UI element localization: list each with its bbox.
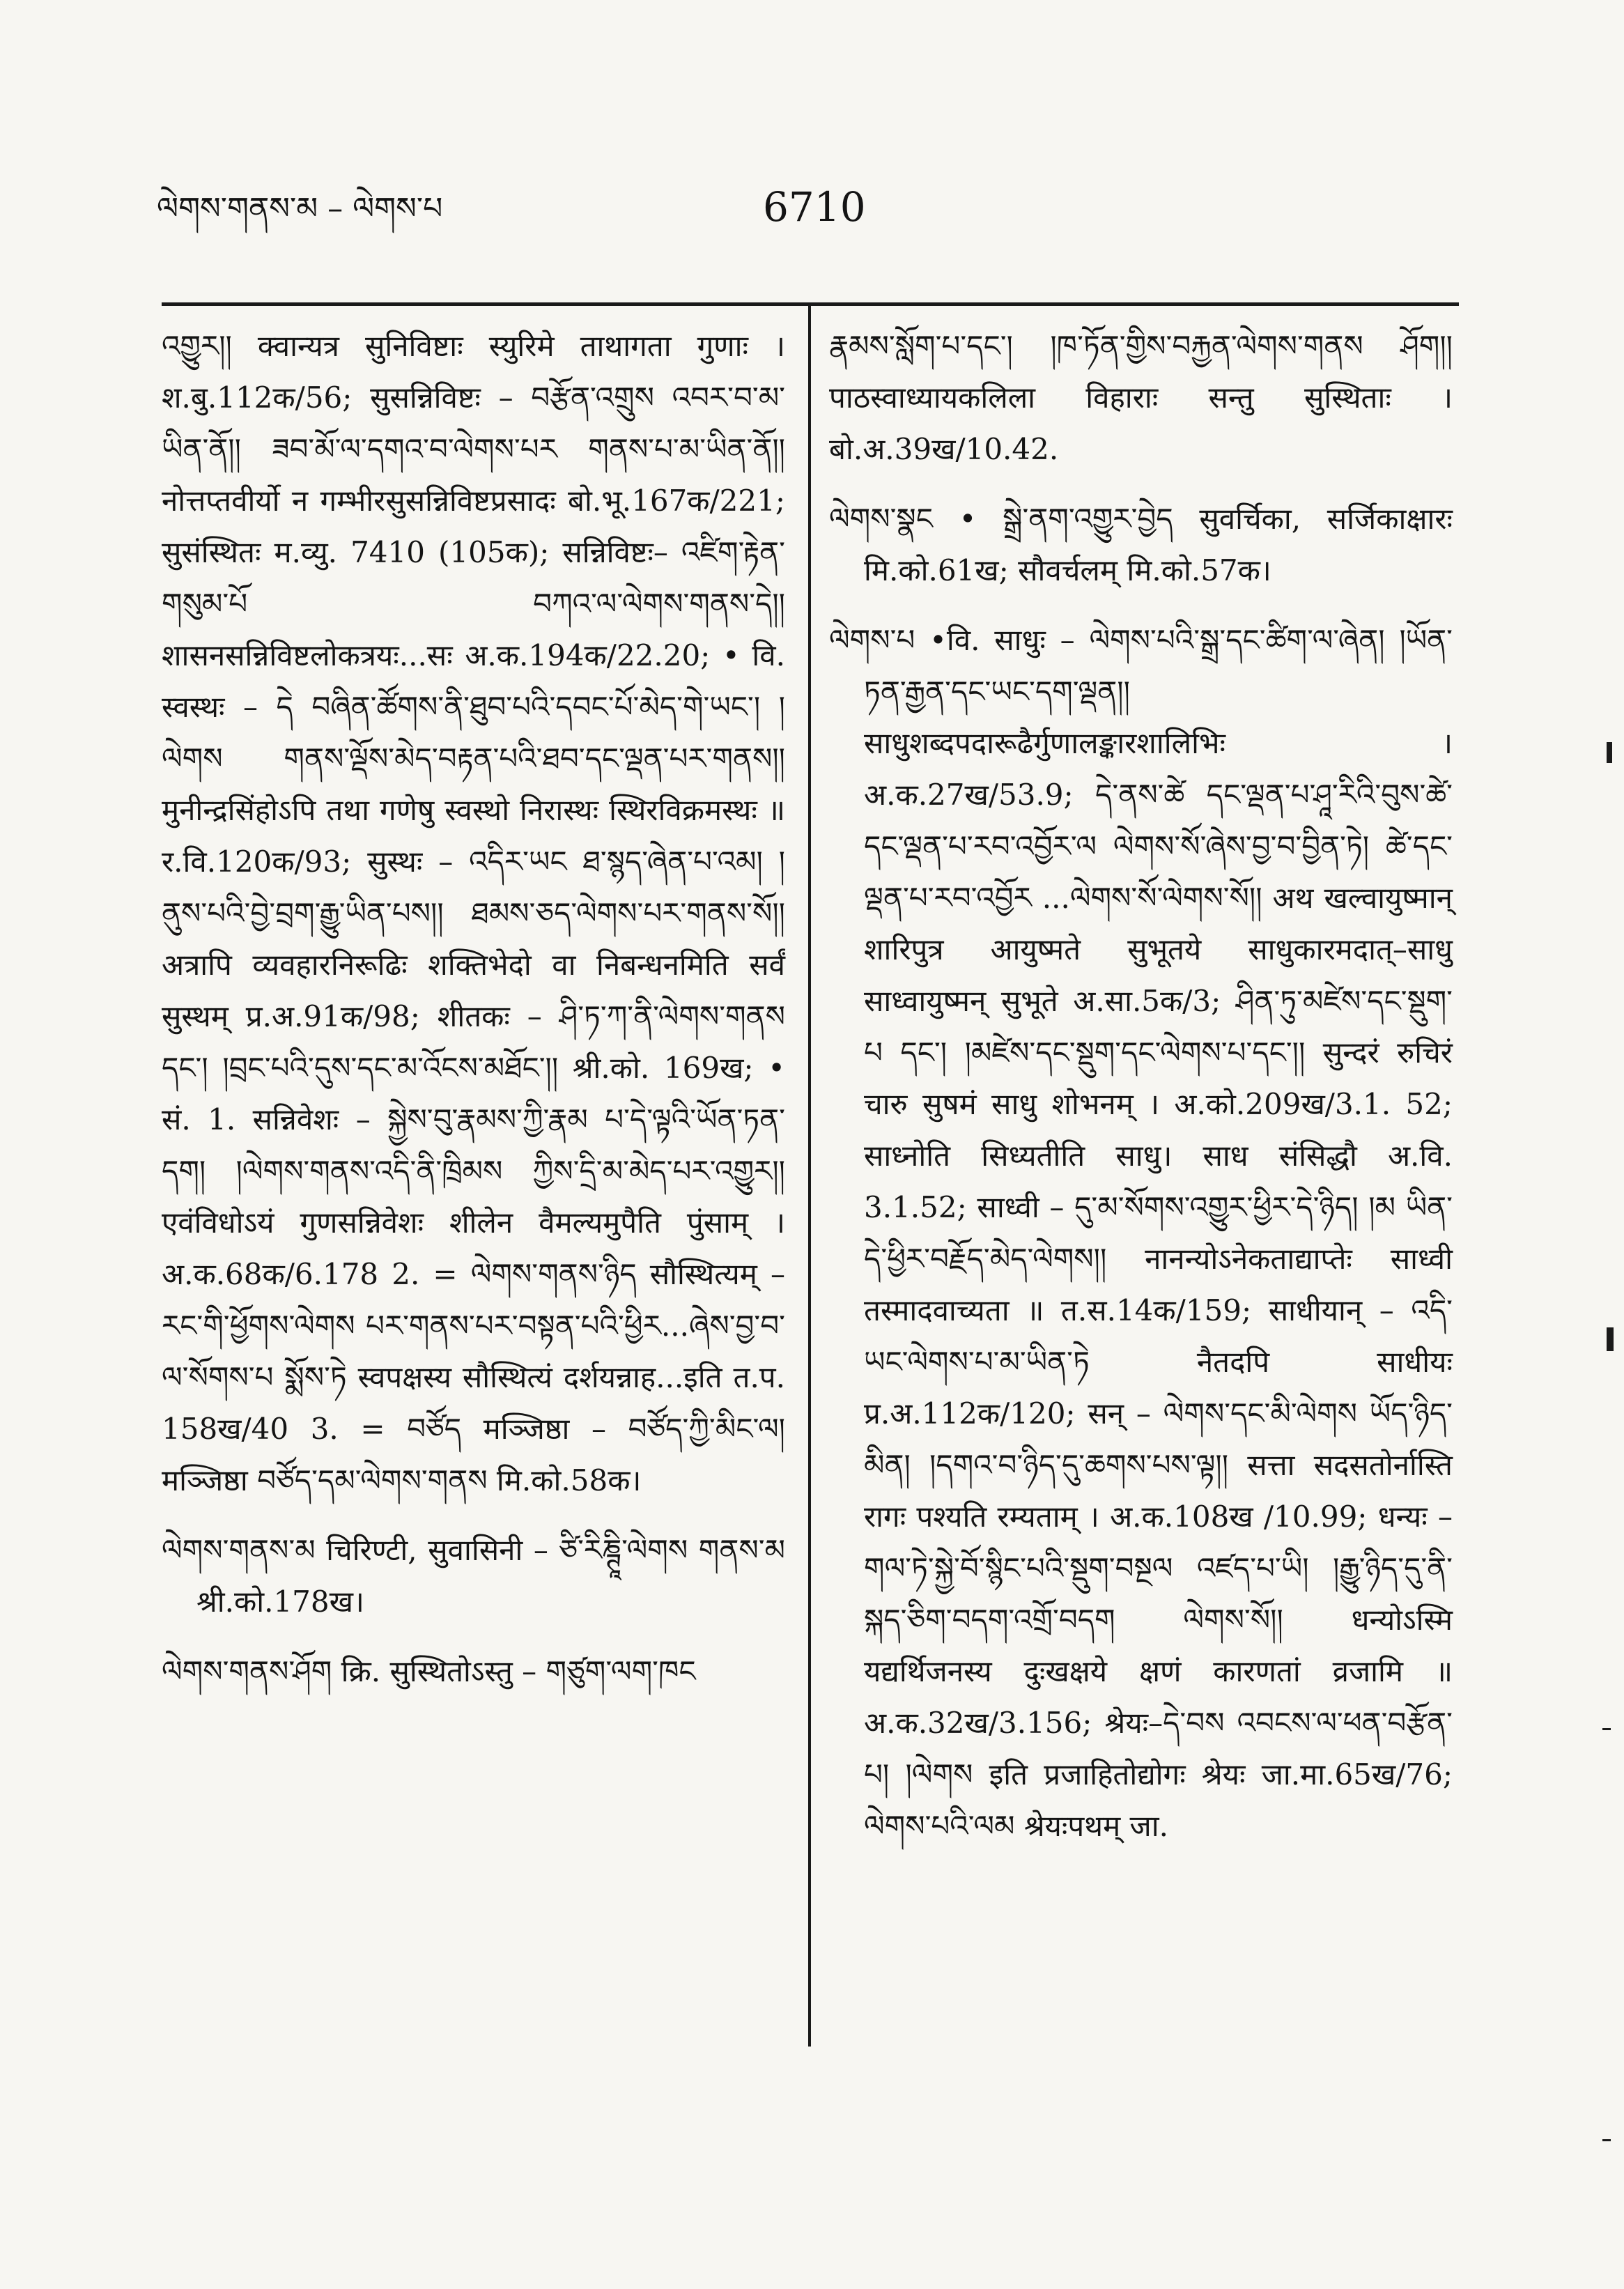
left-column bbox=[162, 321, 785, 1716]
right-column bbox=[829, 321, 1453, 1870]
scan-edge-mark bbox=[1602, 1728, 1611, 1730]
scan-edge-mark bbox=[1607, 1327, 1614, 1351]
entry-legs-gnas-shog: ལེགས་གནས་ཤོག क्रि. सुस्थितोऽस्तु – གཙུག་ལག་ཁང bbox=[162, 1654, 696, 1688]
entry-continuation-right: རྣམས་སློག་པ་དང་། །ཁ་ཏོན་གྱིས་བརྐྱན་ལེགས་གནས ཤོག།། पाठस्वाध्यायकलिला विहाराः सन्तु सुस्थिताः । बो.अ.39ख/10.42. bbox=[829, 329, 1453, 466]
scan-edge-mark bbox=[1602, 2139, 1611, 2141]
entry-legs-snang: ལེགས་སྣང • སྒྲེ་ནག་འགྱུར་བྱེད सुवर्चिका, सर्जिकाक्षारः मि.को.61ख; सौवर्चलम् मि.को.57क। bbox=[829, 502, 1453, 587]
scan-edge-mark bbox=[1607, 742, 1612, 763]
entry-legs-pa: ལེགས་པ •वि. साधुः – ལེགས་པའི་སྒྲ་དང་ཚིག་ལ་ཞེན། །ཡོན་ཏན་རྒྱན་དང་ཡང་དག་ལྡན།། साधुशब्दपदारूढैर्गुणालङ्कारशालिभिः । अ.क.27ख/53.9; དེ་ནས་ཚེ དང་ལྡན་པ་ཤཱ་རིའི་བུས་ཚེ་དང་ལྡན་པ་རབ་འབྱོར་ལ ལེགས་སོ་ཞེས་བྱ་བ་བྱིན་ཏེ། ཚེ་དང་ལྡན་པ་རབ་འབྱོར ...ལེགས་སོ་ལེགས་སོ།། अथ खल्वायुष्मान् शारिपुत्र आयुष्मते सुभूतये साधुकारमदात्–साधु साध्वायुष्मन् सुभूते अ.सा.5क/3; ཤིན་ཏུ་མཛེས་དང་སྡུག་པ དང་། །མཛེས་དང་སྡུག་དང་ལེགས་པ་དང་།། सुन्दरं रुचिरं चारु सुषमं साधु शोभनम् । अ.को.209ख/3.1. 52; साध्नोति सिध्यतीति साधु। साध संसिद्धौ अ.वि. 3.1.52; साध्वी – དུ་མ་སོགས་འགྱུར་ཕྱིར་དེ་ཉིད། །མ ཡིན་དེ་ཕྱིར་བརྗོད་མེད་ལེགས།། नानन्योऽनेकताद्याप्तेः साध्वी तस्मादवाच्यता ॥ त.स.14क/159; साधीयान् – འདི་ཡང་ལེགས་པ་མ་ཡིན་ཏེ नैतदपि साधीयः प्र.अ.112क/120; सन् – ལེགས་དང་མི་ལེགས ཡོད་ཉིད་མིན། །དགའ་བ་ཉིད་དུ་ཆགས་པས་ལྟ།། सत्ता सदसतोर्नास्ति रागः पश्यति रम्यताम् । अ.क.108ख /10.99; धन्यः – གལ་ཏེ་སྐྱེ་བོ་སྙིང་པའི་སྡུག་བསྔལ འཛད་པ་ཡི། །རྒྱུ་ཉིད་དུ་ནི་སྐད་ཅིག་བདག་འགྲོ་བདག ལེགས་སོ།། धन्योऽस्मि यद्यर्थिजनस्य दुःखक्षये क्षणं कारणतां व्रजामि ॥ अ.क.32ख/3.156; श्रेयः–དེ་བས འབངས་ལ་ཕན་བརྩོན་པ། །ལེགས इति प्रजाहितोद्योगः श्रेयः जा.मा.65ख/76; ལེགས་པའི་ལམ श्रेयःपथम् जा. bbox=[829, 623, 1453, 1843]
entry-legs-gnas-ma: ལེགས་གནས་མ चिरिण्टी, सुवासिनी – ཙི་རིཎྚཱི་ལེགས གནས་མ श्री.को.178ख। bbox=[162, 1533, 785, 1619]
column-divider bbox=[808, 305, 811, 2047]
page-number: 6710 bbox=[763, 183, 866, 231]
running-head: ལེགས་གནས་མ – ལེགས་པ bbox=[157, 191, 443, 226]
entry-continuation: འགྱུར།། क्वान्यत्र सुनिविष्टाः स्युरिमे ताथागता गुणाः । श.बु.112क/56; सुसन्निविष्टः – བརྩོན་འགྲུས འབར་བ་མ་ཡིན་ནོ།། ཟབ་མོ་ལ་དགའ་བ་ལེགས་པར གནས་པ་མ་ཡིན་ནོ།། नोत्तप्तवीर्यो न गम्भीरसुसन्निविष्टप्रसादः बो.भू.167क/221; सुसंस्थितः म.व्यु. 7410 (105क); सन्निविष्टः– འཛིག་རྟེན་གསུམ་པོ བཀའ་ལ་ལེགས་གནས་དེ།། शासनसन्निविष्टलोकत्रयः...सः अ.क.194क/22.20; • वि. स्वस्थः – དེ བཞིན་ཚོགས་ནི་ཐུབ་པའི་དབང་པོ་མེད་གེ་ཡང་། །ལེགས གནས་ལྡོས་མེད་བརྟན་པའི་ཐབ་དང་ལྡན་པར་གནས།། मुनीन्द्रसिंहोऽपि तथा गणेषु स्वस्थो निरास्थः स्थिरविक्रमस्थः ॥ र.वि.120क/93; सुस्थः – འདིར་ཡང ཐ་སྙད་ཞེན་པ་འམ། །ནུས་པའི་བྱེ་བྲག་རྒྱུ་ཡིན་པས།། ཐམས་ཅད་ལེགས་པར་གནས་སོ།། अत्रापि व्यवहारनिरूढिः शक्तिभेदो वा निबन्धनमिति सर्वं सुस्थम् प्र.अ.91क/98; शीतकः – ཤི་ཏ་ཀ་ནི་ལེགས་གནས དང་། །བྲང་པའི་དུས་དང་མ་འོངས་མཐོང་།། श्री.को. 169ख; • सं. 1. सन्निवेशः – སྐྱེས་བུ་རྣམས་ཀྱི་རྣམ པ་དེ་ལྟའི་ཡོན་ཏན་དག། །ལེགས་གནས་འདི་ནི་ཁྲིམས ཀྱིས་དྲི་མ་མེད་པར་འགྱུར།། एवंविधोऽयं गुणसन्निवेशः शीलेन वैमल्यमुपैति पुंसाम् । अ.क.68क/6.178 2. = ལེགས་གནས་ཉིད सौस्थित्यम् – རང་གི་ཕྱོགས་ལེགས པར་གནས་པར་བསྟན་པའི་ཕྱིར...ཞེས་བྱ་བ་ལ་སོགས་པ སྨོས་ཏེ स्वपक्षस्य सौस्थित्यं दर्शयन्नाह...इति त.प. 158ख/40 3. = བཙོད मञ्जिष्ठा – བཙོད་ཀྱི་མིང་ལ། मञ्जिष्ठा བཙོད་དམ་ལེགས་གནས मि.को.58क। bbox=[162, 329, 785, 1497]
